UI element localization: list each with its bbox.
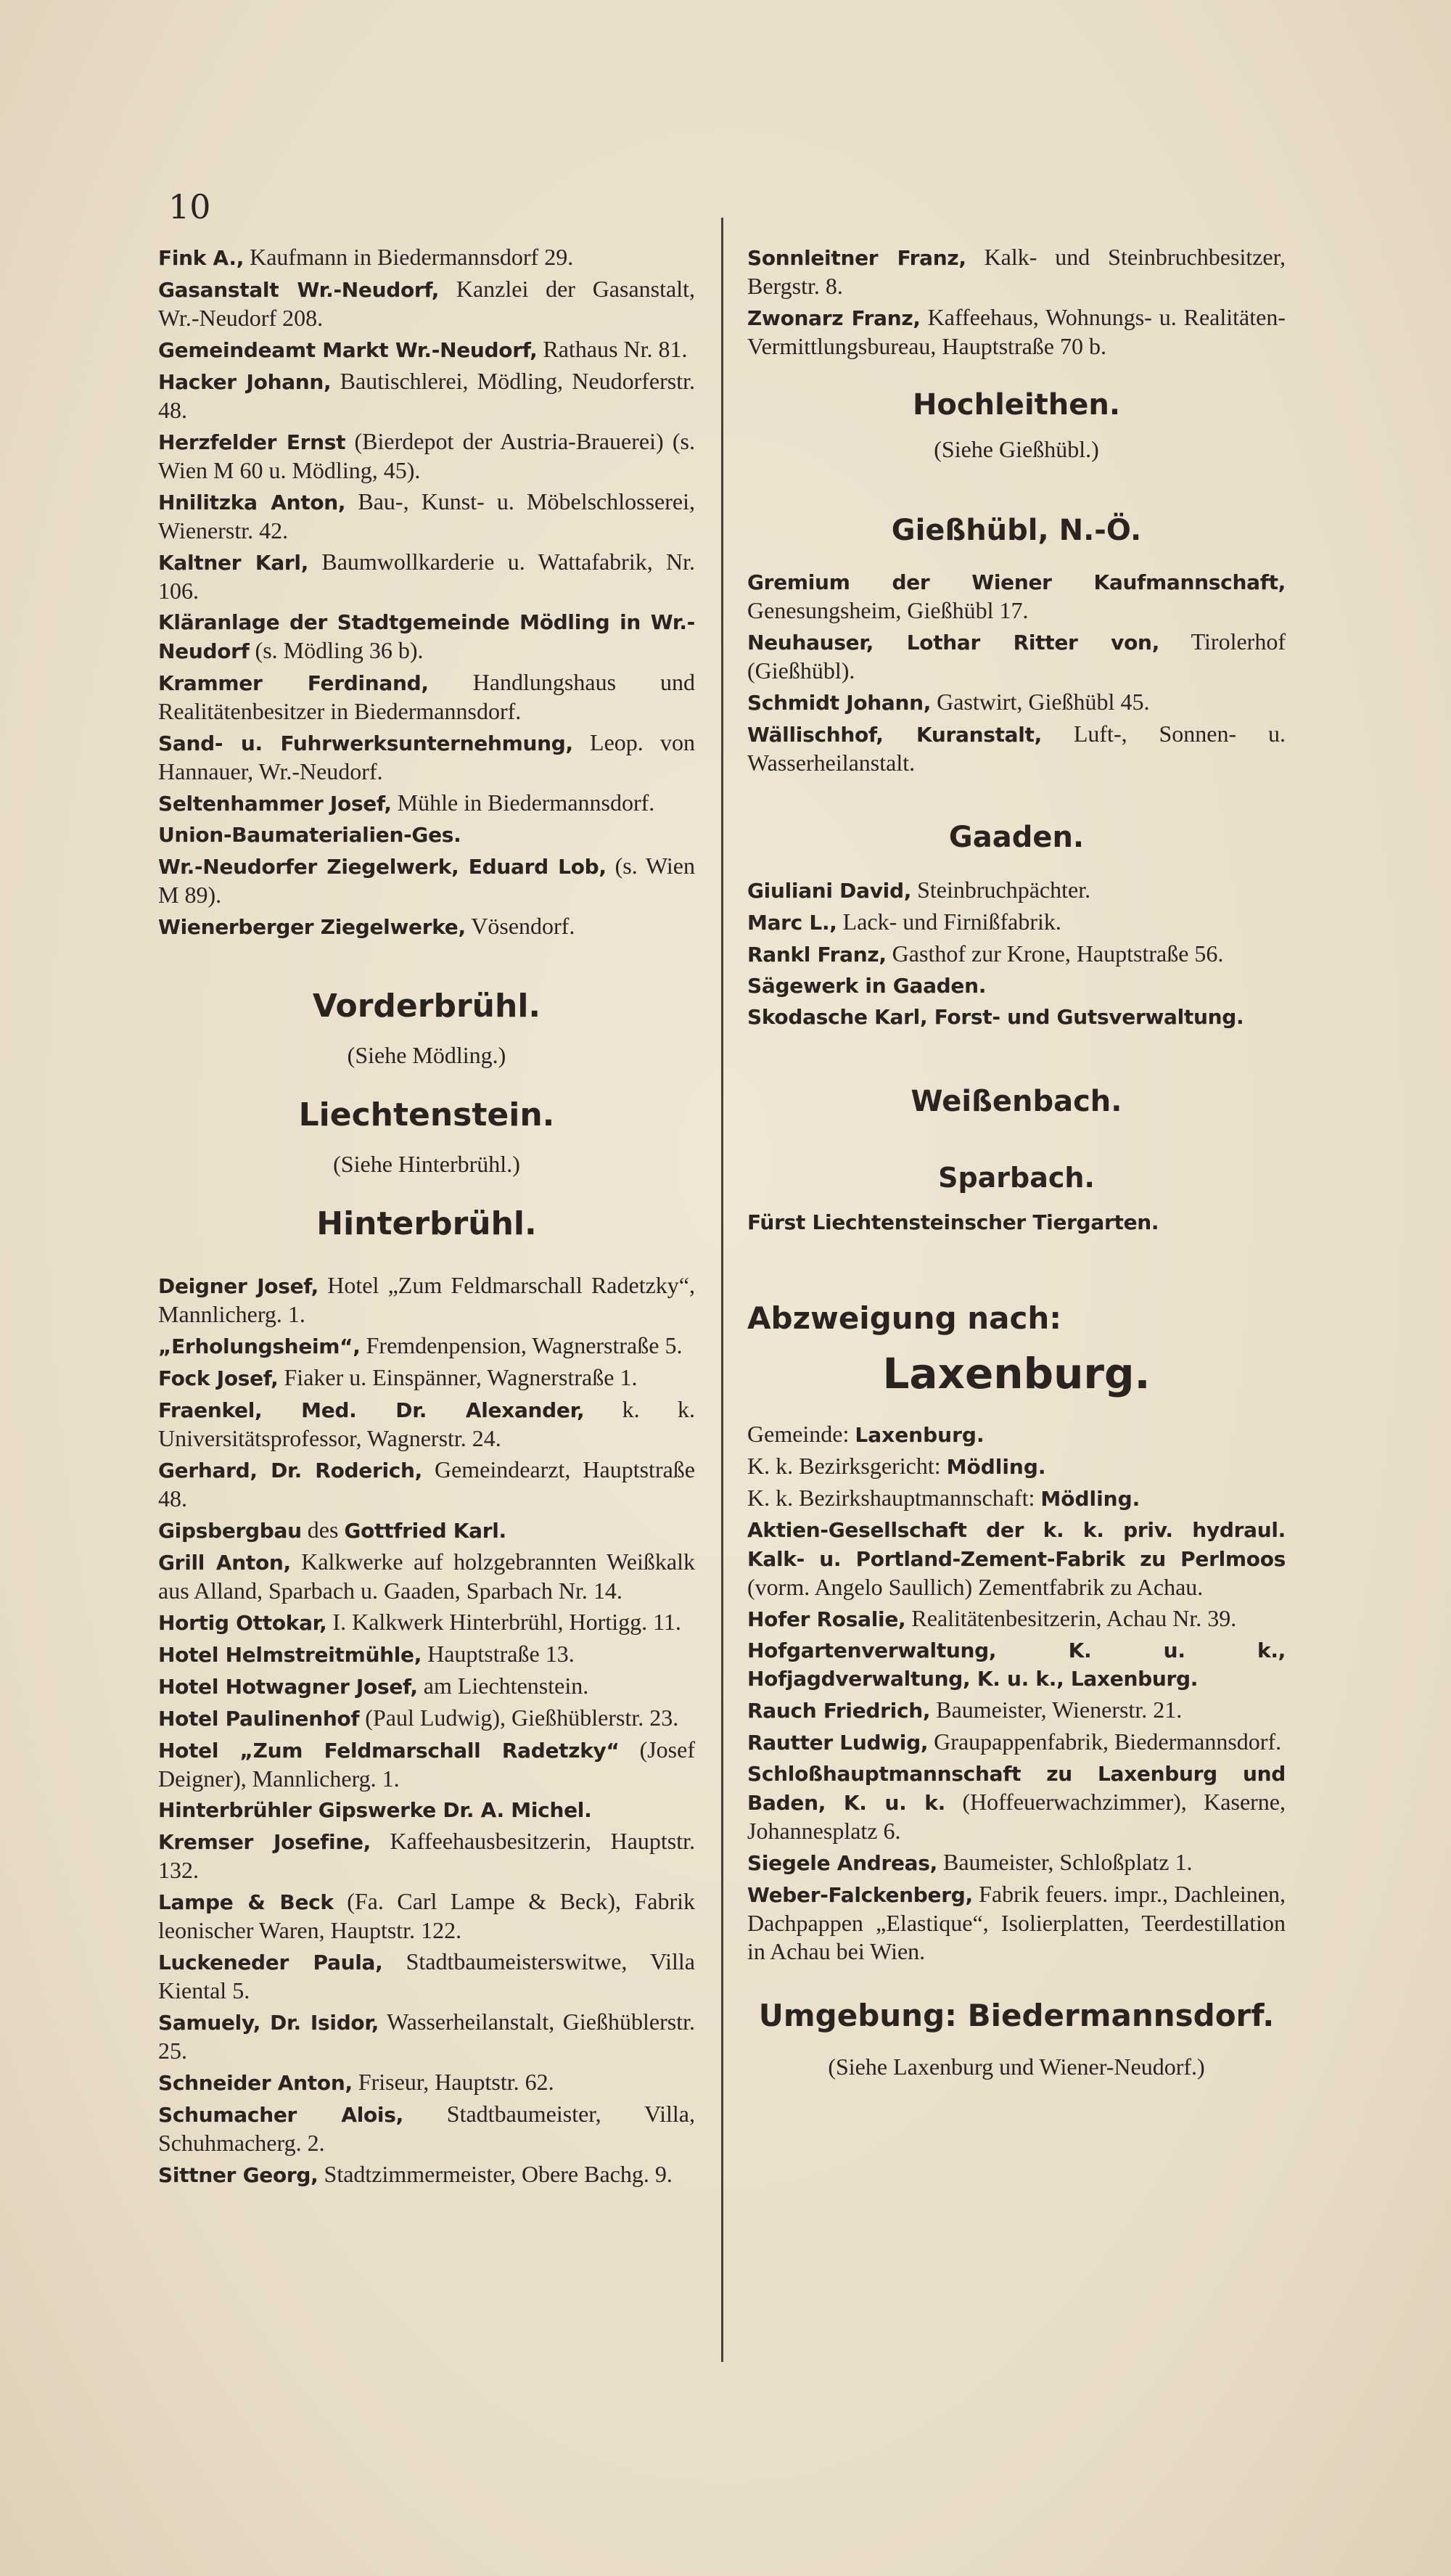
- entry-name: Giuliani David,: [747, 879, 912, 903]
- see-umgebung: (Siehe Laxenburg und Wiener-Neudorf.): [828, 2054, 1205, 2080]
- directory-entry: [747, 688, 1286, 717]
- directory-entry: [747, 303, 1286, 361]
- directory-entry: [158, 1608, 695, 1637]
- entry-name: Zwonarz Franz,: [747, 306, 921, 330]
- directory-entry: [158, 1736, 695, 1793]
- entry-name: Krammer Ferdinand,: [158, 671, 429, 695]
- directory-entry: [158, 912, 695, 941]
- directory-entry: [158, 668, 695, 726]
- gemeinde-label: Gemeinde:: [747, 1421, 850, 1447]
- heading-giesshuebl: Gießhübl, N.-Ö.: [891, 514, 1142, 547]
- directory-entry: [747, 972, 1286, 1000]
- laxenburg-hauptmannschaft: [747, 1484, 1286, 1513]
- entry-description: Baumeister, Wienerstr. 21.: [930, 1697, 1183, 1723]
- entry-name: Deigner Josef,: [158, 1274, 318, 1298]
- entry-name: Fraenkel, Med. Dr. Alexander,: [158, 1398, 585, 1422]
- gericht-label: K. k. Bezirksgericht:: [747, 1453, 941, 1479]
- entry-name: „Erholungsheim“,: [158, 1334, 361, 1358]
- entry-name: Herzfelder Ernst: [158, 430, 346, 454]
- entry-name: Rankl Franz,: [747, 943, 887, 967]
- entry-description: Kaffeehaus, Wohnungs- u. Realitäten-Vermittlungsbureau, Hauptstraße 70 b.: [747, 304, 1286, 359]
- directory-entry: [158, 1704, 695, 1733]
- entry-name-secondary: Gottfried Karl.: [344, 1519, 506, 1543]
- entry-name: Schmidt Johann,: [747, 691, 932, 715]
- directory-entry: [747, 1604, 1286, 1633]
- heading-hochleithen: Hochleithen.: [912, 388, 1121, 422]
- entry-description: Luft-, Sonnen- u. Wasserheilanstalt.: [747, 721, 1286, 776]
- heading-sparbach: Sparbach.: [938, 1162, 1095, 1194]
- entry-name: Siegele Andreas,: [747, 1851, 937, 1875]
- entry-name: Sonnleitner Franz,: [747, 246, 966, 270]
- column-divider: [721, 218, 723, 2362]
- entry-name: Skodasche Karl, Forst- und Gutsverwaltung.: [747, 1005, 1244, 1029]
- laxenburg-gericht: [747, 1452, 1286, 1481]
- entry-name: Gremium der Wiener Kaufmannschaft,: [747, 570, 1286, 594]
- entry-name: Kläranlage der Stadtgemeinde Mödling in Wr.-Neudorf: [158, 610, 695, 663]
- entry-description: Friseur, Hauptstr. 62.: [352, 2069, 554, 2095]
- directory-entry: [747, 876, 1286, 905]
- entry-name: Union-Baumaterialien-Ges.: [158, 823, 461, 847]
- heading-liechtenstein: Liechtenstein.: [298, 1096, 555, 1133]
- directory-entry: [158, 821, 695, 849]
- see-vorderbruehl: (Siehe Mödling.): [347, 1042, 506, 1068]
- entry-description: am Liechtenstein.: [417, 1673, 589, 1699]
- entry-name: Hinterbrühler Gipswerke Dr. A. Michel.: [158, 1798, 592, 1822]
- entry-description: (Paul Ludwig), Gießhüblerstr. 23.: [359, 1705, 679, 1731]
- entry-name: Gipsbergbau: [158, 1519, 302, 1543]
- directory-entry: [747, 628, 1286, 685]
- directory-entry: [158, 1887, 695, 1945]
- entry-description: Wasserheilanstalt, Gießhüblerstr. 25.: [158, 2009, 695, 2064]
- directory-entry: [158, 548, 695, 605]
- see-hochleithen: (Siehe Gießhübl.): [934, 436, 1099, 462]
- directory-entry: [747, 1516, 1286, 1601]
- entry-description: Mühle in Biedermannsdorf.: [391, 789, 655, 816]
- directory-entry: [158, 729, 695, 786]
- entry-name: Seltenhammer Josef,: [158, 792, 392, 816]
- entry-description: Fabrik feuers. impr., Dachleinen, Dachpappen „Elastique“, Isolierplatten, Teerdestillation in Achau bei Wien.: [747, 1881, 1286, 1964]
- entry-name: Gerhard, Dr. Roderich,: [158, 1459, 423, 1482]
- directory-entry: [158, 608, 695, 665]
- heading-hinterbruehl: Hinterbrühl.: [316, 1205, 537, 1242]
- heading-abzweigung: Abzweigung nach:: [747, 1300, 1062, 1336]
- left-column: [158, 243, 695, 2192]
- directory-entry: [747, 1003, 1286, 1031]
- entry-description: (Bierdepot der Austria-Brauerei) (s. Wien M 60 u. Mödling, 45).: [158, 428, 695, 483]
- entry-name: Luckeneder Paula,: [158, 1951, 383, 1974]
- entry-description: Steinbruchpächter.: [911, 877, 1091, 903]
- directory-entry: [158, 1456, 695, 1513]
- entry-description: des: [301, 1517, 345, 1543]
- entry-description: Realitätenbesitzerin, Achau Nr. 39.: [905, 1605, 1237, 1631]
- directory-entry: [158, 1332, 695, 1361]
- entry-name: Hnilitzka Anton,: [158, 491, 346, 514]
- directory-entry: [158, 1271, 695, 1329]
- entry-name: Hofgartenverwaltung, K. u. k., Hofjagdverwaltung, K. u. k., Laxenburg.: [747, 1638, 1286, 1691]
- entry-description: Bautischlerei, Mödling, Neudorferstr. 48.: [158, 368, 695, 423]
- directory-entry: [158, 1363, 695, 1392]
- entry-description: Kanzlei der Gasanstalt, Wr.-Neudorf 208.: [158, 276, 695, 331]
- entry-description: Stadtzimmermeister, Obere Bachg. 9.: [318, 2161, 673, 2187]
- heading-gaaden: Gaaden.: [948, 821, 1085, 854]
- entry-description: (Hoffeuerwachzimmer), Kaserne, Johannesplatz 6.: [747, 1789, 1286, 1844]
- entry-name: Kaltner Karl,: [158, 551, 309, 575]
- entry-name: Schloßhauptmannschaft zu Laxenburg und Baden, K. u. k.: [747, 1762, 1286, 1815]
- page-number: 10: [168, 187, 211, 226]
- entry-description: Rathaus Nr. 81.: [537, 336, 688, 362]
- entry-name: Hotel Hotwagner Josef,: [158, 1675, 418, 1699]
- entry-description: (s. Wien M 89).: [158, 853, 696, 908]
- entry-name: Fock Josef,: [158, 1366, 279, 1390]
- entry-description: Genesungsheim, Gießhübl 17.: [747, 597, 1029, 623]
- entry-description: Stadtbaumeisterswitwe, Villa Kiental 5.: [158, 1948, 696, 2003]
- entry-description: Fiaker u. Einspänner, Wagnerstraße 1.: [278, 1364, 638, 1390]
- directory-entry: [158, 488, 695, 545]
- directory-entry: [747, 908, 1286, 937]
- entry-name: Hacker Johann,: [158, 370, 332, 394]
- entry-name: Lampe & Beck: [158, 1890, 334, 1914]
- directory-entry: [158, 852, 695, 909]
- directory-entry: [158, 789, 695, 818]
- entry-name: Hotel Helmstreitmühle,: [158, 1643, 422, 1667]
- entry-description: (vorm. Angelo Saullich) Zementfabrik zu Achau.: [747, 1574, 1204, 1600]
- entry-description: Tirolerhof (Gießhübl).: [747, 628, 1286, 684]
- entry-name: Schumacher Alois,: [158, 2103, 403, 2127]
- entry-name: Neuhauser, Lothar Ritter von,: [747, 631, 1160, 655]
- entry-name: Hotel Paulinenhof: [158, 1707, 360, 1731]
- entry-description: Baumwollkarderie u. Wattafabrik, Nr. 106.: [158, 549, 695, 604]
- directory-entry: [158, 1827, 695, 1884]
- entry-name: Weber-Falckenberg,: [747, 1883, 973, 1907]
- giesshuebl-list: [747, 567, 1286, 777]
- directory-entry: [747, 567, 1286, 625]
- entry-name: Wienerberger Ziegelwerke,: [158, 915, 466, 939]
- entry-description: Kaffeehausbesitzerin, Hauptstr. 132.: [158, 1828, 696, 1883]
- heading-vorderbruehl: Vorderbrühl.: [312, 988, 541, 1025]
- entry-name: Kremser Josefine,: [158, 1830, 371, 1854]
- entry-description: Gemeindearzt, Hauptstraße 48.: [158, 1456, 695, 1511]
- entry-description: (Josef Deigner), Mannlicherg. 1.: [158, 1736, 695, 1792]
- directory-entry: [158, 2008, 695, 2065]
- directory-entry: [158, 2100, 695, 2157]
- entry-description: Hauptstraße 13.: [422, 1641, 575, 1667]
- directory-entry: [158, 427, 695, 485]
- left-top-list: [158, 243, 695, 941]
- entry-description: Bau-, Kunst- u. Möbelschlosserei, Wienerstr. 42.: [158, 488, 695, 543]
- entry-name: Wällischhof, Kuranstalt,: [747, 723, 1042, 747]
- entry-description: Fremdenpension, Wagnerstraße 5.: [360, 1332, 683, 1358]
- entry-description: Graupappenfabrik, Biedermannsdorf.: [928, 1728, 1282, 1755]
- entry-name: Schneider Anton,: [158, 2071, 353, 2095]
- haupt-value: Mödling.: [1040, 1487, 1140, 1511]
- entry-name: Sägewerk in Gaaden.: [747, 974, 987, 998]
- entry-name: Aktien-Gesellschaft der k. k. priv. hydraul. Kalk- u. Portland-Zement-Fabrik zu Perlmoos: [747, 1518, 1286, 1571]
- directory-entry: [158, 1640, 695, 1669]
- directory-entry: [158, 335, 695, 364]
- entry-name: Rauch Friedrich,: [747, 1699, 931, 1723]
- entry-name: Sand- u. Fuhrwerksunternehmung,: [158, 731, 573, 755]
- right-top-list: [747, 243, 1286, 361]
- entry-name: Gemeindeamt Markt Wr.-Neudorf,: [158, 338, 538, 362]
- entry-description: Kalkwerke auf holzgebrannten Weißkalk aus Alland, Sparbach u. Gaaden, Sparbach Nr. 14.: [158, 1549, 695, 1604]
- hinterbruehl-list: [158, 1271, 695, 2189]
- entry-description: (Fa. Carl Lampe & Beck), Fabrik leonischer Waren, Hauptstr. 122.: [158, 1888, 695, 1943]
- see-liechtenstein: (Siehe Hinterbrühl.): [333, 1151, 520, 1177]
- laxenburg-gemeinde: [747, 1420, 1286, 1449]
- entry-name: Hofer Rosalie,: [747, 1607, 906, 1631]
- directory-entry: [158, 367, 695, 424]
- directory-entry: [158, 1672, 695, 1701]
- directory-entry: [747, 1760, 1286, 1845]
- directory-entry: [158, 1395, 695, 1453]
- entry-description: Vösendorf.: [465, 913, 575, 939]
- directory-entry: [158, 1516, 695, 1545]
- entry-description: Stadtbaumeister, Villa, Schuhmacherg. 2.: [158, 2101, 695, 2156]
- entry-name: Wr.-Neudorfer Ziegelwerk, Eduard Lob,: [158, 855, 607, 879]
- entry-name: Hortig Ottokar,: [158, 1611, 327, 1635]
- sparbach-entry: Fürst Liechtensteinscher Tiergarten.: [747, 1210, 1159, 1234]
- entry-name: Hotel „Zum Feldmarschall Radetzky“: [158, 1739, 620, 1763]
- entry-description: I. Kalkwerk Hinterbrühl, Hortigg. 11.: [326, 1609, 681, 1635]
- haupt-label: K. k. Bezirkshauptmannschaft:: [747, 1485, 1035, 1511]
- entry-name: Gasanstalt Wr.-Neudorf,: [158, 278, 440, 302]
- heading-laxenburg: Laxenburg.: [882, 1349, 1151, 1398]
- entry-description: Hotel „Zum Feldmarschall Radetzky“, Mannlicherg. 1.: [158, 1272, 695, 1327]
- entry-description: Kalk- und Steinbruchbesitzer, Bergstr. 8.: [747, 244, 1286, 299]
- gaaden-list: [747, 876, 1286, 1031]
- laxenburg-list: [747, 1516, 1286, 1966]
- directory-entry: [158, 275, 695, 332]
- entry-name: Samuely, Dr. Isidor,: [158, 2011, 379, 2035]
- directory-entry: [747, 1880, 1286, 1966]
- directory-entry: [158, 2160, 695, 2189]
- entry-description: Lack- und Firnißfabrik.: [837, 908, 1061, 935]
- entry-description: Leop. von Hannauer, Wr.-Neudorf.: [158, 729, 696, 784]
- entry-name: Rautter Ludwig,: [747, 1731, 929, 1755]
- directory-entry: [747, 1636, 1286, 1693]
- directory-entry: [158, 2068, 695, 2097]
- entry-description: Baumeister, Schloßplatz 1.: [937, 1849, 1193, 1875]
- heading-umgebung: Umgebung: Biedermannsdorf.: [758, 1998, 1275, 2033]
- entry-name: Fink A.,: [158, 246, 244, 270]
- entry-name: Sittner Georg,: [158, 2163, 318, 2187]
- directory-entry: [747, 940, 1286, 969]
- entry-description: k. k. Universitätsprofessor, Wagnerstr. 24.: [158, 1396, 696, 1451]
- directory-entry: [747, 1696, 1286, 1725]
- heading-weissenbach: Weißenbach.: [911, 1085, 1122, 1118]
- entry-name: Grill Anton,: [158, 1551, 291, 1575]
- directory-entry: [158, 243, 695, 272]
- entry-description: Gastwirt, Gießhübl 45.: [931, 689, 1150, 715]
- entry-description: Handlungshaus und Realitätenbesitzer in Biedermannsdorf.: [158, 669, 695, 724]
- directory-entry: [158, 1796, 695, 1824]
- directory-entry: [747, 720, 1286, 777]
- entry-description: Kaufmann in Biedermannsdorf 29.: [244, 244, 574, 270]
- entry-description: Gasthof zur Krone, Hauptstraße 56.: [886, 940, 1224, 967]
- gericht-value: Mödling.: [946, 1455, 1046, 1479]
- directory-entry: [747, 1728, 1286, 1757]
- right-column: [747, 243, 1286, 2080]
- directory-entry: [158, 1548, 695, 1605]
- directory-entry: [747, 243, 1286, 300]
- entry-description: (s. Mödling 36 b).: [249, 637, 424, 663]
- directory-entry: [158, 1948, 695, 2005]
- entry-name: Marc L.,: [747, 911, 837, 935]
- gemeinde-value: Laxenburg.: [855, 1423, 985, 1447]
- directory-entry: [747, 1848, 1286, 1877]
